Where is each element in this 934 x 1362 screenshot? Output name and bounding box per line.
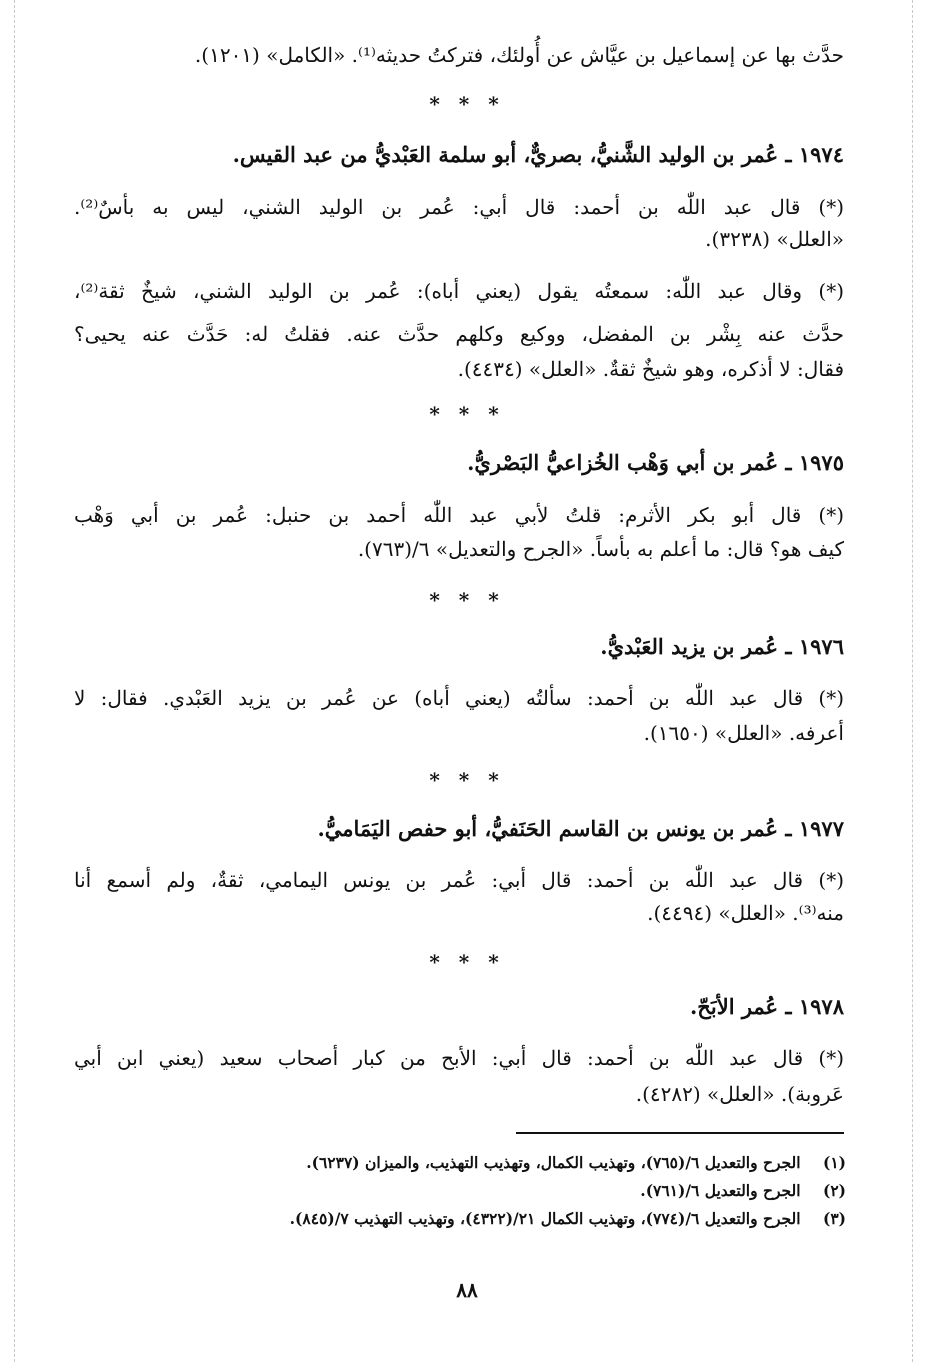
section-separator: * * * bbox=[429, 768, 505, 792]
footnote-1 bbox=[76, 1150, 846, 1176]
page-number: ٨٨ bbox=[456, 1278, 478, 1302]
footnote-text: الجرح والتعديل ٦/(٧٦٥)، وتهذيب الكمال، وتهذيب التهذيب، والميزان (٦٢٣٧). bbox=[306, 1153, 801, 1172]
section-separator: * * * bbox=[429, 92, 505, 116]
section-separator: * * * bbox=[429, 588, 505, 612]
text-line: منه⁽³⁾. «العلل» (٤٤٩٤). bbox=[647, 901, 844, 925]
entry-heading-1975: ١٩٧٥ ـ عُمر بن أبي وَهْب الخُزاعيُّ البَصْريُّ. bbox=[467, 450, 844, 475]
text-line: حدَّث عنه بِشْر بن المفضل، ووكيع وكلهم حدَّث عنه. فقلتُ له: حَدَّث عنه يحيى؟ bbox=[74, 322, 844, 346]
text-line: (*) قال عبد اللّٰه بن أحمد: قال أبي: عُمر بن يونس اليمامي، ثقةٌ، ولم أسمع أنا bbox=[74, 868, 844, 892]
left-margin-guide bbox=[14, 0, 15, 1362]
section-separator: * * * bbox=[429, 950, 505, 974]
text-line: فقال: لا أذكره، وهو شيخٌ ثقةٌ. «العلل» (٤٤٣٤). bbox=[457, 357, 844, 381]
right-margin-guide bbox=[912, 0, 913, 1362]
text-line: «العلل» (٣٢٣٨). bbox=[705, 227, 844, 251]
footnote-3 bbox=[76, 1206, 846, 1232]
footnote-rule bbox=[516, 1132, 844, 1134]
text-line: عَروبة). «العلل» (٤٢٨٢). bbox=[635, 1082, 844, 1106]
footnote-2 bbox=[76, 1178, 846, 1204]
text-line: (*) قال أبو بكر الأثرم: قلتُ لأبي عبد اللّٰه أحمد بن حنبل: عُمر بن أبي وَهْب bbox=[74, 503, 844, 527]
entry-heading-1978: ١٩٧٨ ـ عُمر الأبَحّ. bbox=[690, 994, 844, 1019]
text-line: أعرفه. «العلل» (١٦٥٠). bbox=[643, 721, 844, 745]
footnote-text: الجرح والتعديل ٦/(٧٦١). bbox=[640, 1181, 801, 1200]
entry-heading-1976: ١٩٧٦ ـ عُمر بن يزيد العَبْديُّ. bbox=[600, 634, 844, 659]
footnote-number: (٢) bbox=[822, 1181, 846, 1200]
text-line: (*) قال عبد اللّٰه بن أحمد: قال أبي: الأبح من كبار أصحاب سعيد (يعني ابن أبي bbox=[74, 1046, 844, 1070]
text-line: (*) قال عبد اللّٰه بن أحمد: قال أبي: عُمر بن الوليد الشني، ليس به بأسٌ⁽²⁾. bbox=[74, 195, 844, 219]
entry-heading-1977: ١٩٧٧ ـ عُمر بن يونس بن القاسم الحَنَفيُّ، أبو حفص اليَمَاميُّ. bbox=[317, 816, 844, 841]
footnote-number: (١) bbox=[822, 1153, 846, 1172]
text-line: (*) قال عبد اللّٰه بن أحمد: سألتُه (يعني أباه) عن عُمر بن يزيد العَبْدي. فقال: لا bbox=[74, 686, 844, 710]
entry-heading-1974: ١٩٧٤ ـ عُمر بن الوليد الشَّنيُّ، بصريٌّ، أبو سلمة العَبْديُّ من عبد القيس. bbox=[232, 142, 844, 167]
text-line: كيف هو؟ قال: ما أعلم به بأساً. «الجرح والتعديل» ٦/(٧٦٣). bbox=[357, 537, 844, 561]
text-line: (*) وقال عبد اللّٰه: سمعتُه يقول (يعني أباه): عُمر بن الوليد الشني، شيخٌ ثقة⁽²⁾، bbox=[74, 279, 844, 303]
footnote-number: (٣) bbox=[822, 1209, 846, 1228]
text-line: حدَّث بها عن إسماعيل بن عيَّاش عن أُولئك، فتركتُ حديثه⁽¹⁾. «الكامل» (١٢٠١). bbox=[194, 43, 844, 67]
footnote-text: الجرح والتعديل ٦/(٧٧٤)، وتهذيب الكمال ٢١/(٤٣٢٢)، وتهذيب التهذيب ٧/(٨٤٥). bbox=[289, 1209, 801, 1228]
section-separator: * * * bbox=[429, 402, 505, 426]
